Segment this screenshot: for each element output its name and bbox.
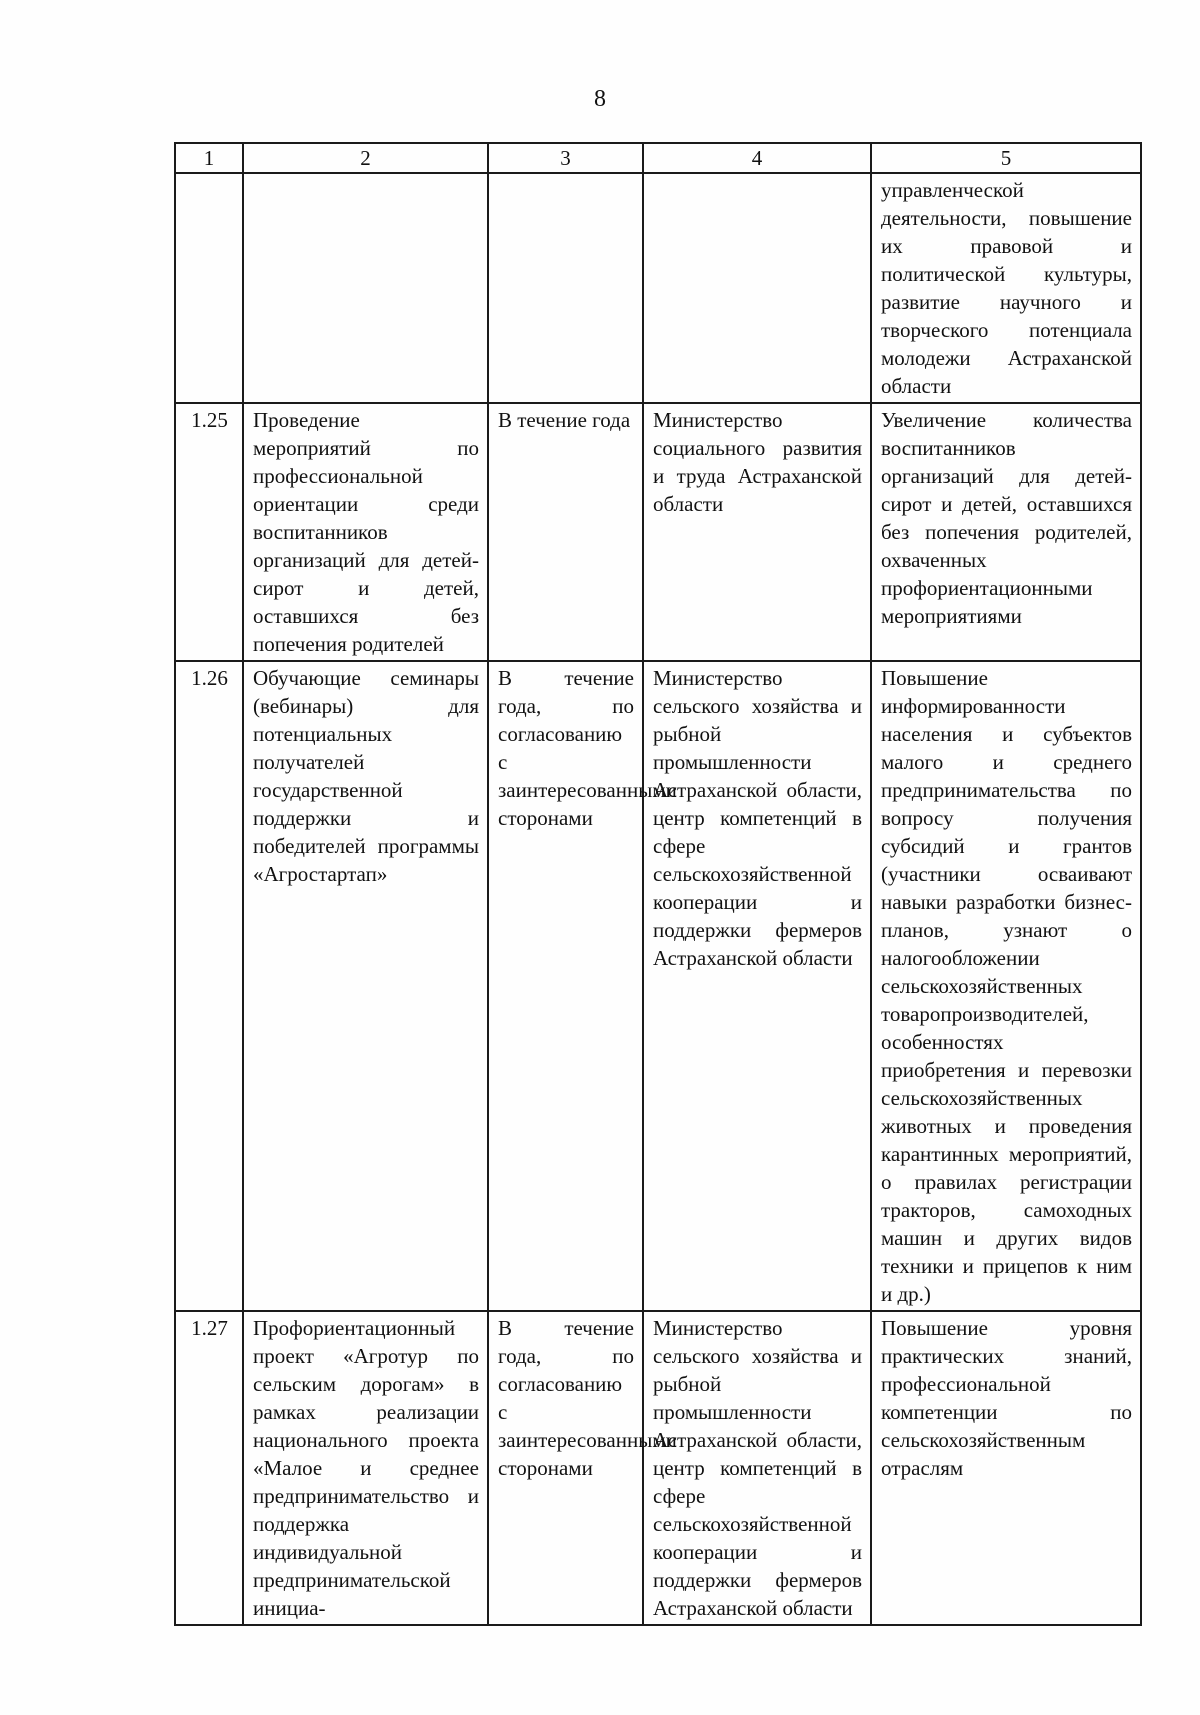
cell-number: 1.27 [175, 1311, 243, 1625]
table-row [175, 661, 1141, 1311]
measures-table [174, 142, 1142, 1626]
cell-term: В течение года, по согласованию с заинтересованными сторонами [488, 661, 643, 1311]
cell-number: 1.26 [175, 661, 243, 1311]
table-row [175, 1311, 1141, 1625]
cell-event: Обучающие семинары (вебинары) для потенциальных получателей государственной поддержки и победителей программы «Агростартап» [243, 661, 488, 1311]
header-col-3: 3 [488, 143, 643, 173]
header-col-4: 4 [643, 143, 871, 173]
cell-result: Увеличение количества воспитанников организаций для детей-сирот и детей, оставшихся без попечения родителей, охваченных профориентационными мероприятиями [871, 403, 1141, 661]
cell-term: В течение года [488, 403, 643, 661]
cell-executor: Министерство сельского хозяйства и рыбной промышленности Астраханской области, центр компетенций в сфере сельскохозяйственной кооперации и поддержки фермеров Астраханской области [643, 1311, 871, 1625]
cell-empty [488, 173, 643, 403]
cell-empty [175, 173, 243, 403]
cell-result: Повышение уровня практических знаний, профессиональной компетенции по сельскохозяйственным отраслям [871, 1311, 1141, 1625]
page-number: 8 [594, 86, 606, 112]
cell-term: В течение года, по согласованию с заинтересованными сторонами [488, 1311, 643, 1625]
cell-result-continuation: управленческой деятельности, повышение их правовой и политической культуры, развитие научного и творческого потенциала молодежи Астраханской области [871, 173, 1141, 403]
table-header-row [175, 143, 1141, 173]
cell-event: Профориентационный проект «Агротур по сельским дорогам» в рамках реализации национального проекта «Малое и среднее предпринимательство и поддержка индивидуальной предпринимательской инициа- [243, 1311, 488, 1625]
cell-result: Повышение информированности населения и субъектов малого и среднего предпринимательства по вопросу получения субсидий и грантов (участники осваивают навыки разработки бизнес-планов, узнают о налогообложении сельскохозяйственных товаропроизводителей, особенностях приобретения и перевозки сельскохозяйственных животных и проведения карантинных мероприятий, о правилах регистрации тракторов, самоходных машин и других видов техники и прицепов к ним и др.) [871, 661, 1141, 1311]
table-row-continuation [175, 173, 1141, 403]
cell-empty [243, 173, 488, 403]
header-col-2: 2 [243, 143, 488, 173]
cell-number: 1.25 [175, 403, 243, 661]
header-col-1: 1 [175, 143, 243, 173]
header-col-5: 5 [871, 143, 1141, 173]
cell-executor: Министерство сельского хозяйства и рыбной промышленности Астраханской области, центр компетенций в сфере сельскохозяйственной кооперации и поддержки фермеров Астраханской области [643, 661, 871, 1311]
cell-event: Проведение мероприятий по профессиональной ориентации среди воспитанников организаций для детей-сирот и детей, оставшихся без попечения родителей [243, 403, 488, 661]
cell-empty [643, 173, 871, 403]
table-row [175, 403, 1141, 661]
cell-executor: Министерство социального развития и труда Астраханской области [643, 403, 871, 661]
